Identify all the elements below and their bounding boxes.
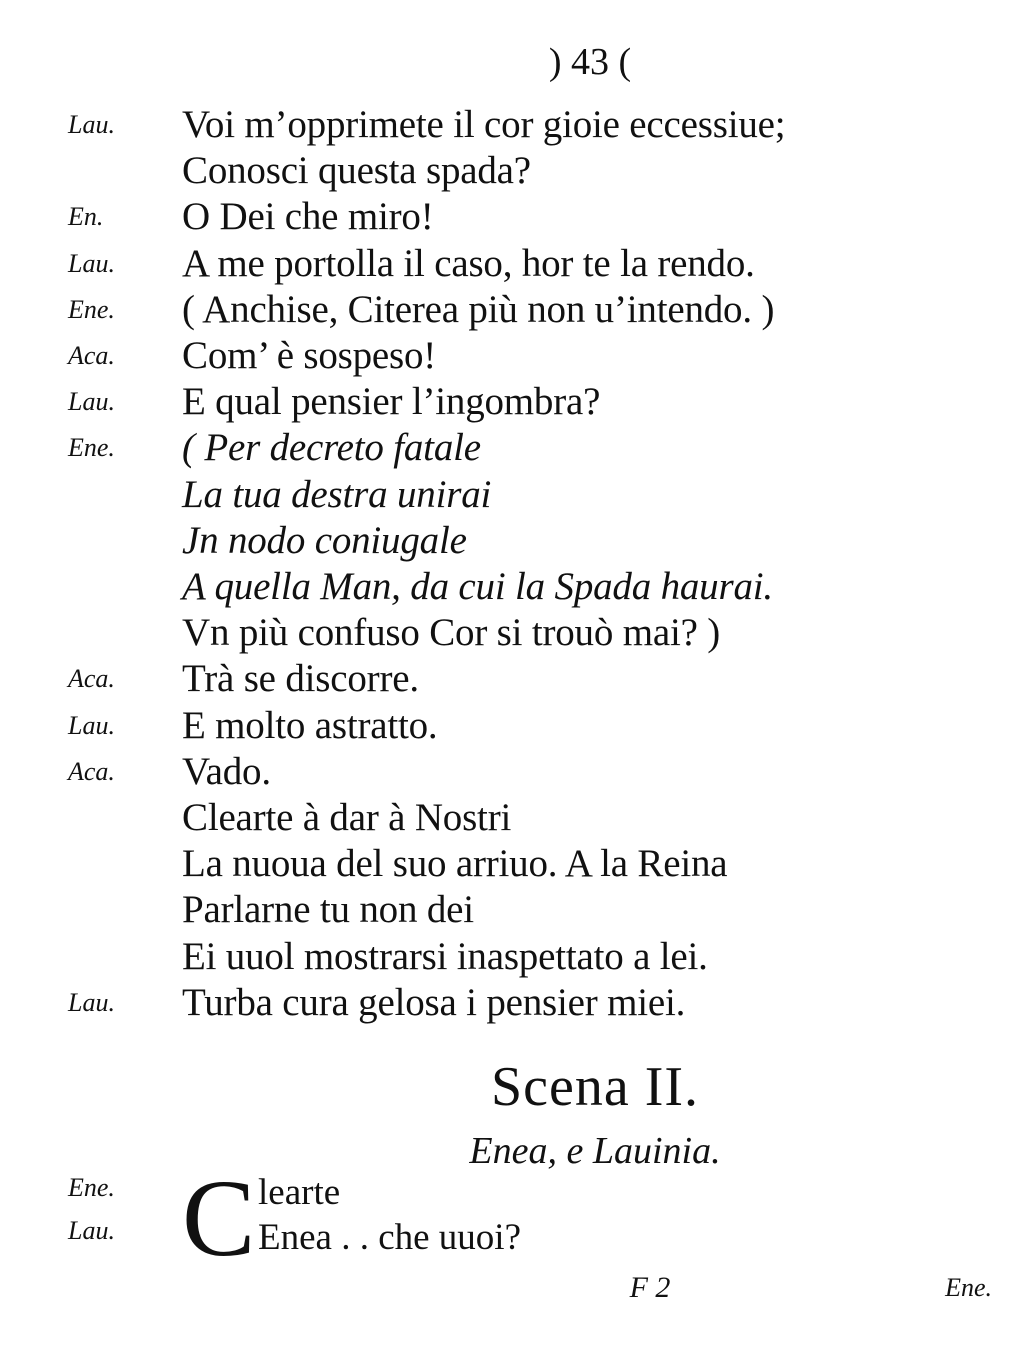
verse-row — [0, 749, 1024, 795]
verse-line: O Dei che miro! — [182, 195, 434, 239]
speaker-label: Ene. — [68, 1173, 115, 1202]
verse-row — [0, 472, 1024, 518]
verse-line: ( Per decreto fatale — [182, 426, 481, 470]
verse-row — [0, 425, 1024, 471]
verse-row — [0, 241, 1024, 287]
speaker-label: Lau. — [68, 1216, 115, 1245]
speaker-label: Lau. — [68, 248, 115, 278]
verse-line: Conosci questa spada? — [182, 149, 531, 193]
verse-row — [0, 934, 1024, 980]
verse-row — [0, 795, 1024, 841]
verse-line: La tua destra unirai — [182, 472, 492, 516]
speaker-label: Lau. — [68, 110, 115, 139]
verse-line: Ei uuol mostrarsi inaspettato a lei. — [182, 934, 708, 978]
verse-row — [0, 887, 1024, 933]
verse-line: Vn più confuso Cor si trouò mai? ) — [182, 611, 721, 655]
verse-line: Enea . . che uuoi? — [258, 1217, 521, 1258]
signature-mark: F 2 — [629, 1271, 671, 1304]
verse-line: E molto astratto. — [182, 703, 438, 747]
verse-line: ( Anchise, Citerea più non u’intendo. ) — [182, 287, 775, 331]
verse-row — [0, 980, 1024, 1026]
verse-row — [0, 656, 1024, 702]
verse-row — [0, 703, 1024, 749]
speaker-label: Aca. — [68, 664, 115, 694]
speaker-label: Lau. — [68, 987, 115, 1017]
verse-row — [0, 148, 1024, 194]
speaker-label: Aca. — [68, 756, 115, 786]
verse-row — [0, 102, 1024, 148]
drop-cap: C — [182, 1157, 256, 1279]
speaker-label: Lau. — [68, 387, 115, 417]
verse-line: Turba cura gelosa i pensier miei. — [182, 980, 686, 1024]
verse-line: Voi m’opprimete il cor gioie eccessiue; — [182, 103, 786, 146]
verse-line: A quella Man, da cui la Spada haurai. — [182, 565, 773, 608]
verse-line: Jn nodo coniugale — [182, 518, 467, 562]
verse-line: Com’ è sospeso! — [182, 334, 437, 377]
verse-line: Parlarne tu non dei — [182, 888, 474, 932]
verse-row — [0, 610, 1024, 656]
verse-line: A me portolla il caso, hor te la rendo. — [182, 241, 755, 285]
speaker-label: En. — [68, 202, 104, 232]
verse-row — [0, 287, 1024, 333]
verse-line: Vado. — [182, 749, 271, 793]
verse-line: learte — [258, 1172, 341, 1213]
verse-row — [0, 518, 1024, 564]
verse-line: Trà se discorre. — [182, 657, 419, 701]
verse-row — [0, 379, 1024, 425]
page-number: ) 43 ( — [548, 41, 632, 83]
scene-title: Scena II. — [490, 1056, 699, 1118]
verse-row — [0, 194, 1024, 240]
verse-row — [0, 841, 1024, 887]
speaker-label: Ene. — [68, 294, 115, 324]
verse-line: Clearte à dar à Nostri — [182, 796, 512, 839]
speaker-label: Ene. — [68, 433, 115, 463]
catchword: Ene. — [945, 1273, 992, 1302]
verse-row — [0, 564, 1024, 610]
verse-row — [0, 333, 1024, 379]
verse-line: La nuoua del suo arriuo. A la Reina — [182, 842, 728, 886]
speaker-label: Lau. — [68, 710, 115, 740]
scene-characters: Enea, e Lauinia. — [469, 1130, 721, 1172]
speaker-label: Aca. — [68, 341, 115, 370]
verse-line: E qual pensier l’ingombra? — [182, 380, 601, 424]
